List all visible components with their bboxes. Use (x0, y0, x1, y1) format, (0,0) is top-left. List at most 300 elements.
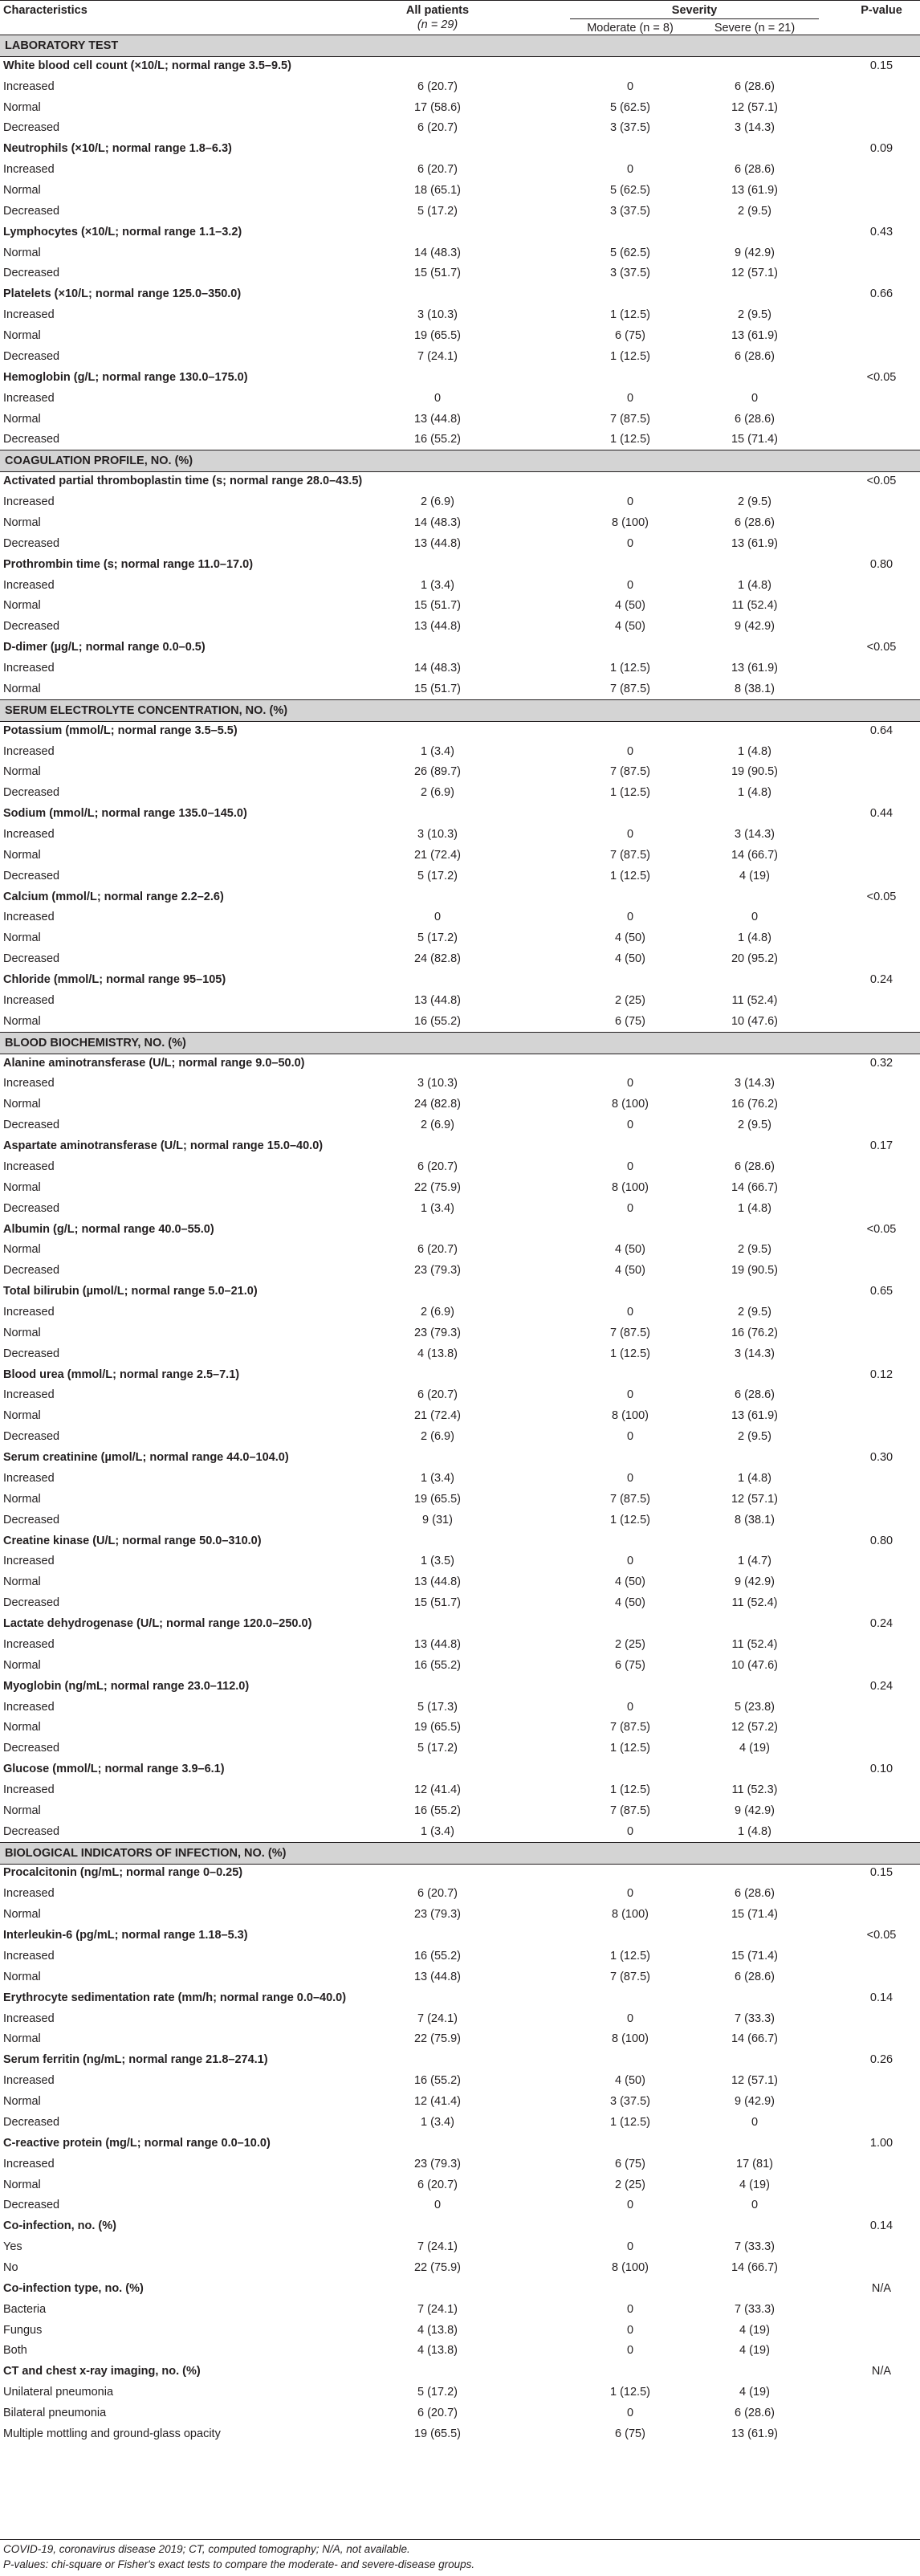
all-patients-cell: 6 (20.7) (417, 162, 458, 176)
severe-cell: 1 (4.8) (738, 931, 771, 945)
severe-cell: 15 (71.4) (731, 1907, 779, 1921)
moderate-cell: 1 (12.5) (610, 1513, 650, 1526)
pvalue-cell: 0.66 (869, 287, 894, 301)
table-row (0, 2299, 920, 2320)
all-patients-cell: 6 (20.7) (417, 1243, 458, 1257)
table-row (0, 1115, 920, 1135)
table-row (0, 1571, 920, 1592)
footnote-pvalues: P-values: chi-square or Fisher's exact tests to compare the moderate- and severe-disease groups. (3, 2558, 475, 2570)
row-label: Increased (3, 1700, 55, 1714)
row-label: Increased (3, 1887, 55, 1901)
table-row (0, 2320, 920, 2341)
moderate-cell: 7 (87.5) (610, 848, 650, 862)
moderate-cell: 7 (87.5) (610, 1326, 650, 1339)
severe-cell: 3 (14.3) (735, 121, 775, 135)
table-row (0, 2112, 920, 2133)
pvalue-cell: 0.26 (869, 2053, 894, 2067)
row-label: Normal (3, 931, 41, 945)
table-row (0, 2008, 920, 2029)
table-row (0, 1405, 920, 1426)
all-patients-cell: 2 (6.9) (421, 1118, 454, 1131)
pvalue-cell: 0.24 (869, 1679, 894, 1693)
severe-cell: 9 (42.9) (735, 1804, 775, 1817)
row-label: Normal (3, 183, 41, 197)
row-label: Alanine aminotransferase (U/L; normal range 9.0–50.0) (3, 1056, 305, 1070)
table-row (0, 1967, 920, 1987)
pvalue-cell: 0.12 (869, 1367, 894, 1381)
severe-cell: 4 (19) (739, 2323, 770, 2337)
all-patients-cell: 5 (17.3) (417, 1700, 458, 1714)
pvalue-cell: <0.05 (866, 1928, 897, 1942)
severe-cell: 13 (61.9) (731, 661, 779, 675)
row-label: Decreased (3, 1429, 60, 1443)
severe-cell: 11 (52.4) (731, 993, 778, 1007)
parameter-row (0, 1364, 920, 1385)
severe-cell: 7 (33.3) (735, 2011, 775, 2025)
header-pvalue: P-value (861, 4, 902, 17)
row-label: Decreased (3, 2199, 60, 2212)
all-patients-cell: 14 (48.3) (413, 661, 462, 675)
moderate-cell: 1 (12.5) (610, 869, 650, 882)
row-label: Increased (3, 391, 55, 405)
moderate-cell: 8 (100) (612, 1098, 649, 1111)
row-label: Normal (3, 1575, 41, 1589)
severe-cell: 12 (57.1) (731, 1492, 779, 1506)
moderate-cell: 5 (62.5) (610, 246, 650, 259)
row-label: White blood cell count (×10/L; normal range 3.5–9.5) (3, 59, 291, 72)
moderate-cell: 0 (626, 2323, 634, 2337)
row-label: Calcium (mmol/L; normal range 2.2–2.6) (3, 890, 224, 903)
row-label: SERUM ELECTROLYTE CONCENTRATION, NO. (%) (5, 703, 288, 717)
parameter-row (0, 720, 920, 741)
severe-cell: 15 (71.4) (731, 433, 779, 446)
row-label: Increased (3, 495, 55, 508)
section-header-row (0, 1032, 920, 1054)
row-label: Unilateral pneumonia (3, 2385, 114, 2399)
table-row (0, 117, 920, 138)
row-label: Normal (3, 1180, 41, 1194)
row-label: Normal (3, 1409, 41, 1423)
parameter-row (0, 367, 920, 388)
severe-cell: 14 (66.7) (731, 1180, 779, 1194)
all-patients-cell: 4 (13.8) (417, 2323, 458, 2337)
row-label: Yes (3, 2240, 22, 2253)
table-row (0, 1468, 920, 1489)
row-label: Serum creatinine (µmol/L; normal range 44.0–104.0) (3, 1450, 289, 1464)
all-patients-cell: 1 (3.5) (421, 1555, 454, 1568)
parameter-row (0, 1676, 920, 1697)
row-label: Blood urea (mmol/L; normal range 2.5–7.1) (3, 1367, 240, 1381)
pvalue-cell: 0.14 (869, 2219, 894, 2233)
row-label: Aspartate aminotransferase (U/L; normal range 15.0–40.0) (3, 1139, 324, 1152)
row-label: Normal (3, 100, 41, 114)
row-label: Decreased (3, 1742, 60, 1755)
severe-cell: 3 (14.3) (735, 1077, 775, 1090)
moderate-cell: 0 (626, 744, 634, 758)
parameter-row (0, 222, 920, 243)
table-row (0, 2175, 920, 2195)
row-label: CT and chest x-ray imaging, no. (%) (3, 2365, 201, 2378)
row-label: Increased (3, 1783, 55, 1796)
moderate-cell: 1 (12.5) (610, 349, 650, 363)
moderate-cell: 0 (626, 2302, 634, 2316)
moderate-cell: 4 (50) (615, 599, 645, 613)
section-header-row (0, 699, 920, 722)
table-row (0, 741, 920, 762)
pvalue-cell: 0.15 (869, 1866, 894, 1880)
parameter-row (0, 2133, 920, 2154)
severe-cell: 1 (4.8) (738, 1471, 771, 1485)
moderate-cell: 8 (100) (612, 1180, 649, 1194)
row-label: Both (3, 2344, 27, 2358)
severe-cell: 1 (4.7) (738, 1555, 771, 1568)
severe-cell: 2 (9.5) (738, 495, 771, 508)
severe-cell: 2 (9.5) (738, 308, 771, 321)
row-label: Decreased (3, 952, 60, 965)
severe-cell: 16 (76.2) (731, 1098, 779, 1111)
severe-cell: 11 (52.4) (731, 1596, 778, 1609)
parameter-row (0, 2049, 920, 2070)
moderate-cell: 1 (12.5) (610, 1949, 650, 1963)
row-label: BLOOD BIOCHEMISTRY, NO. (%) (5, 1036, 186, 1050)
row-label: Increased (3, 1077, 55, 1090)
moderate-cell: 1 (12.5) (610, 2115, 650, 2129)
row-label: Multiple mottling and ground-glass opacity (3, 2427, 221, 2440)
moderate-cell: 6 (75) (615, 1014, 645, 1028)
row-label: Increased (3, 1160, 55, 1173)
row-label: Increased (3, 1388, 55, 1402)
severe-cell: 13 (61.9) (731, 328, 779, 342)
all-patients-cell: 0 (434, 391, 442, 405)
table-row (0, 1883, 920, 1904)
severe-cell: 1 (4.8) (738, 744, 771, 758)
moderate-cell: 3 (37.5) (610, 267, 650, 280)
table-row (0, 1655, 920, 1676)
all-patients-cell: 18 (65.1) (413, 183, 462, 197)
moderate-cell: 4 (50) (615, 952, 645, 965)
table-row (0, 533, 920, 554)
table-row (0, 263, 920, 284)
severe-cell: 2 (9.5) (738, 1429, 771, 1443)
table-row (0, 1551, 920, 1572)
severe-cell: 6 (28.6) (735, 1887, 775, 1901)
row-label: Decreased (3, 785, 60, 799)
header-moderate: Moderate (n = 8) (587, 22, 674, 35)
row-label: Normal (3, 2178, 41, 2191)
moderate-cell: 0 (626, 2406, 634, 2419)
table-row (0, 1302, 920, 1323)
severe-cell: 6 (28.6) (735, 2406, 775, 2419)
moderate-cell: 4 (50) (615, 1596, 645, 1609)
row-label: Serum ferritin (ng/mL; normal range 21.8–274.1) (3, 2053, 268, 2067)
table-row (0, 2070, 920, 2091)
row-label: Increased (3, 661, 55, 675)
row-label: Normal (3, 682, 41, 695)
all-patients-cell: 16 (55.2) (413, 2073, 462, 2087)
parameter-row (0, 55, 920, 76)
parameter-row (0, 2215, 920, 2236)
parameter-row (0, 554, 920, 575)
all-patients-cell: 26 (89.7) (413, 765, 462, 779)
row-label: Myoglobin (ng/mL; normal range 23.0–112.0) (3, 1679, 250, 1693)
table-row (0, 304, 920, 325)
row-label: Increased (3, 578, 55, 592)
parameter-row (0, 1925, 920, 1946)
severe-cell: 8 (38.1) (735, 682, 775, 695)
pvalue-cell: 0.09 (869, 142, 894, 156)
table-row (0, 1385, 920, 1406)
all-patients-cell: 15 (51.7) (413, 1596, 462, 1609)
all-patients-cell: 7 (24.1) (417, 2240, 458, 2253)
severe-cell: 6 (28.6) (735, 162, 775, 176)
moderate-cell: 0 (626, 2199, 634, 2212)
all-patients-cell: 6 (20.7) (417, 121, 458, 135)
all-patients-cell: 23 (79.3) (413, 1326, 462, 1339)
table-row (0, 159, 920, 180)
table-top-rule (0, 0, 920, 1)
row-label: Normal (3, 2094, 41, 2108)
severe-cell: 4 (19) (739, 2385, 770, 2399)
table-row (0, 1074, 920, 1094)
row-label: Increased (3, 1471, 55, 1485)
severe-cell: 13 (61.9) (731, 1409, 779, 1423)
table-row (0, 1323, 920, 1343)
table-row (0, 1489, 920, 1510)
moderate-cell: 8 (100) (612, 1907, 649, 1921)
pvalue-cell: 0.14 (869, 1991, 894, 2004)
all-patients-cell: 24 (82.8) (413, 1098, 462, 1111)
severe-cell: 16 (76.2) (731, 1326, 779, 1339)
severe-cell: 9 (42.9) (735, 246, 775, 259)
pvalue-cell: <0.05 (866, 474, 897, 487)
severe-cell: 9 (42.9) (735, 2094, 775, 2108)
moderate-cell: 0 (626, 1887, 634, 1901)
all-patients-cell: 24 (82.8) (413, 952, 462, 965)
severe-cell: 9 (42.9) (735, 1575, 775, 1589)
all-patients-cell: 16 (55.2) (413, 1014, 462, 1028)
row-label: Normal (3, 1804, 41, 1817)
pvalue-cell: 1.00 (869, 2136, 894, 2150)
row-label: Procalcitonin (ng/mL; normal range 0–0.25) (3, 1866, 243, 1880)
severe-cell: 11 (52.3) (731, 1783, 778, 1796)
all-patients-cell: 19 (65.5) (413, 328, 462, 342)
table-row (0, 1177, 920, 1198)
severity-rule (570, 18, 819, 19)
all-patients-cell: 21 (72.4) (413, 1409, 462, 1423)
parameter-row (0, 471, 920, 491)
table-row (0, 1198, 920, 1219)
moderate-cell: 4 (50) (615, 620, 645, 634)
severe-cell: 12 (57.1) (731, 267, 779, 280)
all-patients-cell: 3 (10.3) (417, 308, 458, 321)
table-row (0, 1634, 920, 1655)
moderate-cell: 0 (626, 827, 634, 841)
all-patients-cell: 1 (3.4) (421, 1824, 454, 1838)
all-patients-cell: 4 (13.8) (417, 1347, 458, 1360)
all-patients-cell: 7 (24.1) (417, 2302, 458, 2316)
all-patients-cell: 1 (3.4) (421, 744, 454, 758)
moderate-cell: 4 (50) (615, 1575, 645, 1589)
row-label: Decreased (3, 620, 60, 634)
moderate-cell: 4 (50) (615, 1264, 645, 1277)
row-label: Decreased (3, 1513, 60, 1526)
severe-cell: 13 (61.9) (731, 536, 779, 550)
table-row (0, 1011, 920, 1032)
parameter-row (0, 1053, 920, 1074)
all-patients-cell: 1 (3.4) (421, 1201, 454, 1215)
severe-cell: 0 (751, 391, 759, 405)
row-label: Total bilirubin (µmol/L; normal range 5.0–21.0) (3, 1284, 258, 1298)
row-label: Normal (3, 1970, 41, 1983)
severe-cell: 19 (90.5) (731, 1264, 779, 1277)
pvalue-cell: 0.65 (869, 1284, 894, 1298)
moderate-cell: 7 (87.5) (610, 1804, 650, 1817)
all-patients-cell: 7 (24.1) (417, 2011, 458, 2025)
pvalue-cell: 0.30 (869, 1450, 894, 1464)
table-row (0, 1592, 920, 1613)
row-label: Glucose (mmol/L; normal range 3.9–6.1) (3, 1762, 225, 1775)
moderate-cell: 0 (626, 911, 634, 924)
moderate-cell: 1 (12.5) (610, 661, 650, 675)
pvalue-cell: 0.80 (869, 1534, 894, 1547)
row-label: Increased (3, 79, 55, 93)
moderate-cell: 1 (12.5) (610, 1347, 650, 1360)
severe-cell: 19 (90.5) (731, 765, 779, 779)
table-row (0, 782, 920, 803)
moderate-cell: 4 (50) (615, 1243, 645, 1257)
severe-cell: 20 (95.2) (731, 952, 779, 965)
row-label: Increased (3, 308, 55, 321)
severe-cell: 13 (61.9) (731, 2427, 779, 2440)
severe-cell: 0 (751, 2115, 759, 2129)
all-patients-cell: 2 (6.9) (421, 1305, 454, 1319)
severe-cell: 0 (751, 2199, 759, 2212)
all-patients-cell: 14 (48.3) (413, 246, 462, 259)
pvalue-cell: 0.24 (869, 972, 894, 986)
all-patients-cell: 9 (31) (422, 1513, 453, 1526)
table-row (0, 1697, 920, 1718)
all-patients-cell: 1 (3.4) (421, 578, 454, 592)
parameter-row (0, 1987, 920, 2008)
moderate-cell: 5 (62.5) (610, 183, 650, 197)
moderate-cell: 0 (626, 2344, 634, 2358)
row-label: COAGULATION PROFILE, NO. (%) (5, 454, 193, 468)
pvalue-cell: N/A (871, 2281, 892, 2295)
row-label: Decreased (3, 1201, 60, 1215)
table-row (0, 2236, 920, 2257)
severe-cell: 10 (47.6) (731, 1014, 779, 1028)
moderate-cell: 0 (626, 536, 634, 550)
row-label: Increased (3, 744, 55, 758)
all-patients-cell: 6 (20.7) (417, 1388, 458, 1402)
all-patients-cell: 1 (3.4) (421, 1471, 454, 1485)
parameter-row (0, 1863, 920, 1884)
severe-cell: 9 (42.9) (735, 620, 775, 634)
row-label: Increased (3, 911, 55, 924)
row-label: Normal (3, 848, 41, 862)
moderate-cell: 0 (626, 1429, 634, 1443)
table-row (0, 2382, 920, 2403)
all-patients-cell: 19 (65.5) (413, 1721, 462, 1734)
severe-cell: 0 (751, 911, 759, 924)
all-patients-cell: 15 (51.7) (413, 682, 462, 695)
table-row (0, 201, 920, 222)
row-label: Increased (3, 993, 55, 1007)
all-patients-cell: 17 (58.6) (413, 100, 462, 114)
moderate-cell: 0 (626, 1471, 634, 1485)
severe-cell: 6 (28.6) (735, 1160, 775, 1173)
table-row (0, 1156, 920, 1177)
header-all-patients-n: (n = 29) (417, 18, 458, 31)
severe-cell: 14 (66.7) (731, 2032, 779, 2046)
parameter-row (0, 1219, 920, 1240)
moderate-cell: 0 (626, 2240, 634, 2253)
all-patients-cell: 5 (17.2) (417, 1742, 458, 1755)
row-label: Chloride (mmol/L; normal range 95–105) (3, 972, 226, 986)
row-label: Decreased (3, 2115, 60, 2129)
row-label: Decreased (3, 433, 60, 446)
parameter-row (0, 969, 920, 990)
footnote-abbreviations: COVID-19, coronavirus disease 2019; CT, computed tomography; N/A, not available. (3, 2543, 410, 2555)
all-patients-cell: 5 (17.2) (417, 869, 458, 882)
all-patients-cell: 5 (17.2) (417, 931, 458, 945)
table-row (0, 1426, 920, 1447)
table-row (0, 1738, 920, 1759)
header-severe: Severe (n = 21) (714, 22, 796, 35)
moderate-cell: 2 (25) (615, 2178, 645, 2191)
all-patients-cell: 22 (75.9) (413, 2260, 462, 2274)
row-label: Decreased (3, 1264, 60, 1277)
all-patients-cell: 13 (44.8) (413, 536, 462, 550)
table-row (0, 761, 920, 782)
moderate-cell: 5 (62.5) (610, 100, 650, 114)
row-label: Normal (3, 2032, 41, 2046)
all-patients-cell: 2 (6.9) (421, 495, 454, 508)
moderate-cell: 0 (626, 1118, 634, 1131)
moderate-cell: 0 (626, 1700, 634, 1714)
all-patients-cell: 13 (44.8) (413, 993, 462, 1007)
pvalue-cell: 0.24 (869, 1616, 894, 1630)
moderate-cell: 0 (626, 162, 634, 176)
severe-cell: 6 (28.6) (735, 516, 775, 529)
row-label: Activated partial thromboplastin time (s; normal range 28.0–43.5) (3, 474, 363, 487)
all-patients-cell: 19 (65.5) (413, 1492, 462, 1506)
all-patients-cell: 22 (75.9) (413, 1180, 462, 1194)
table-row (0, 1779, 920, 1800)
moderate-cell: 0 (626, 1555, 634, 1568)
moderate-cell: 0 (626, 391, 634, 405)
all-patients-cell: 23 (79.3) (413, 2157, 462, 2170)
header-severity: Severity (671, 4, 718, 17)
moderate-cell: 4 (50) (615, 931, 645, 945)
row-label: Increased (3, 2157, 55, 2170)
severe-cell: 11 (52.4) (731, 599, 778, 613)
all-patients-cell: 0 (434, 911, 442, 924)
table-row (0, 2341, 920, 2362)
table-row (0, 1946, 920, 1967)
row-label: Neutrophils (×10/L; normal range 1.8–6.3) (3, 142, 232, 156)
severe-cell: 1 (4.8) (738, 1824, 771, 1838)
table-row (0, 679, 920, 699)
moderate-cell: 0 (626, 1077, 634, 1090)
table-row (0, 1094, 920, 1115)
severe-cell: 4 (19) (739, 2178, 770, 2191)
table-row (0, 2195, 920, 2215)
severe-cell: 2 (9.5) (738, 1243, 771, 1257)
moderate-cell: 7 (87.5) (610, 412, 650, 426)
row-label: Decreased (3, 267, 60, 280)
all-patients-cell: 16 (55.2) (413, 1658, 462, 1672)
